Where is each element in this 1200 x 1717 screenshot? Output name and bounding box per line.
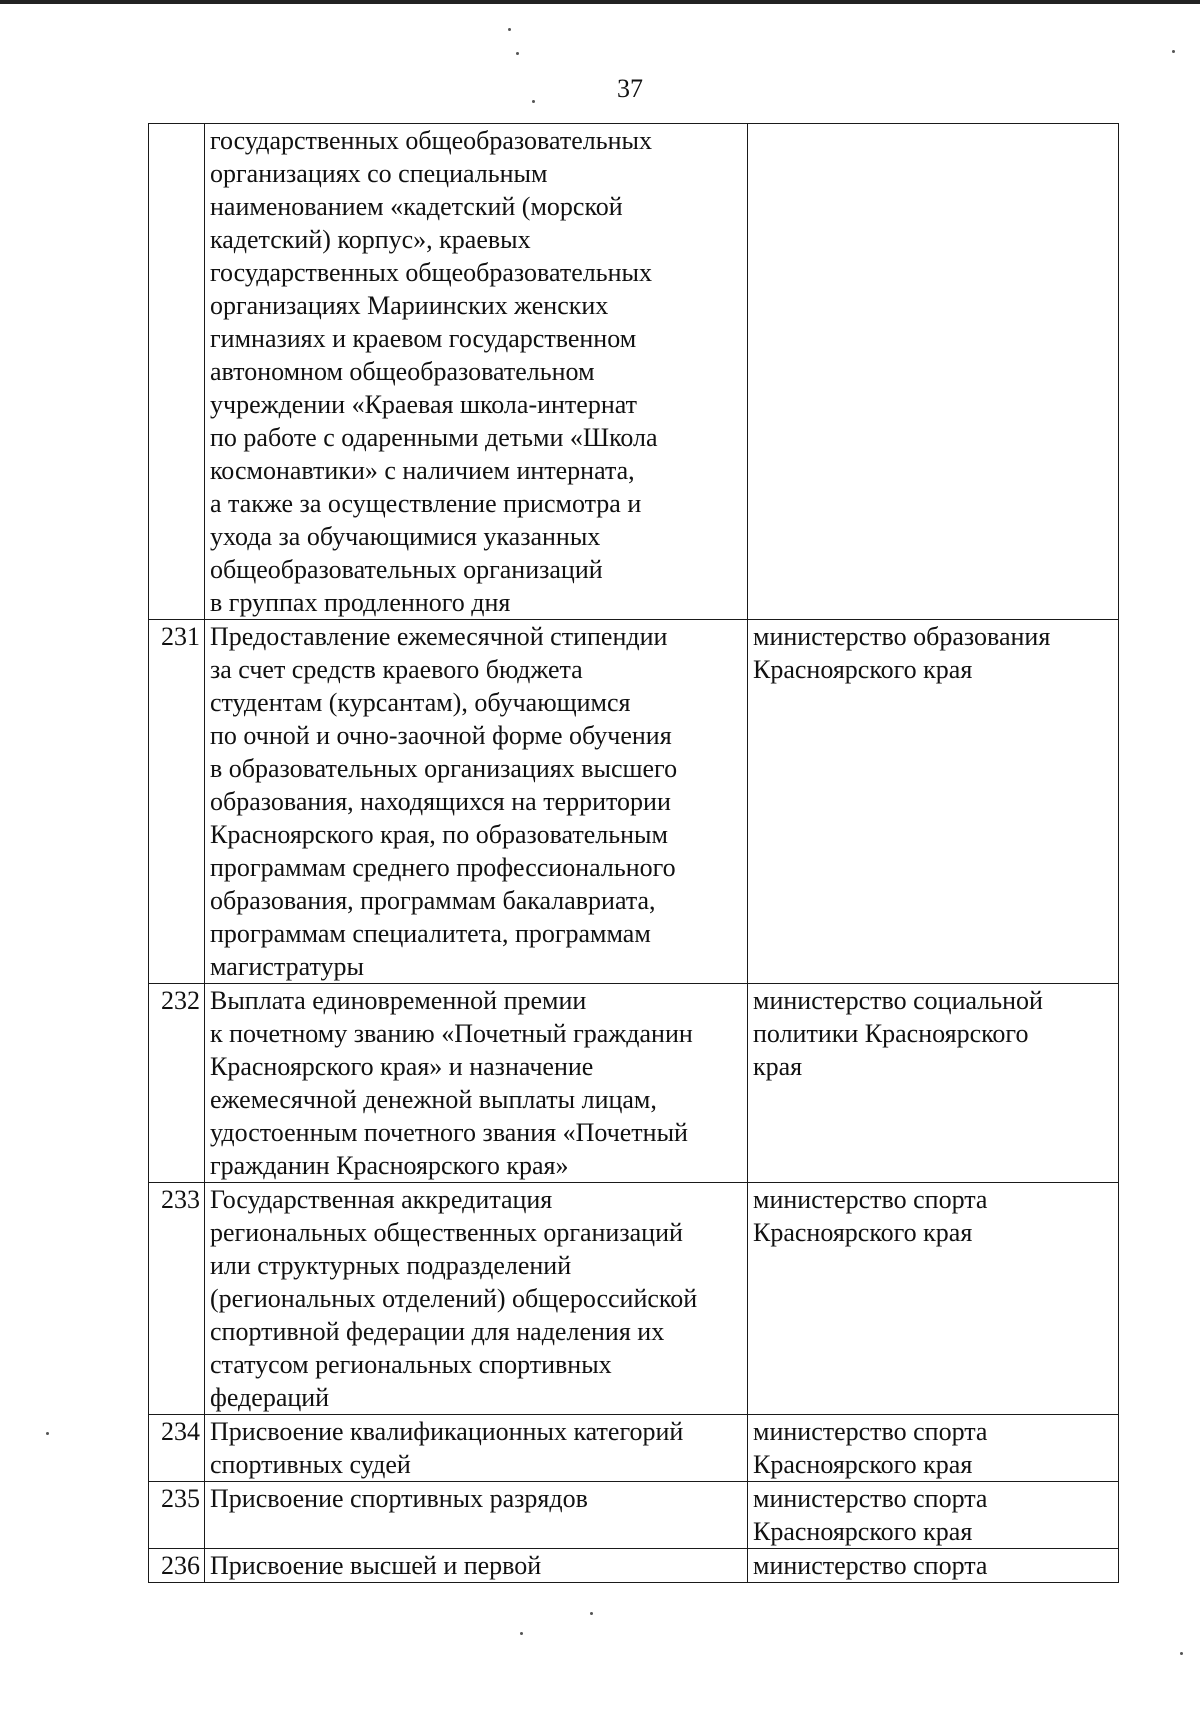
- responsible-authority: [748, 124, 1119, 620]
- scan-speck: [46, 1432, 49, 1435]
- service-description: Присвоение спортивных разрядов: [205, 1482, 748, 1549]
- responsible-authority: министерство спорта Красноярского края: [748, 1183, 1119, 1415]
- service-description: Присвоение высшей и первой: [205, 1549, 748, 1583]
- scan-speck: [1172, 50, 1175, 53]
- table-row: [149, 1482, 1119, 1549]
- row-number: 233: [149, 1183, 205, 1415]
- service-description: Выплата единовременной премии к почетному званию «Почетный гражданин Красноярского края» и назначение ежемесячной денежной выплаты лицам, удостоенным почетного звания «Почетный гражданин Красноярского края»: [205, 984, 748, 1183]
- scan-speck: [520, 1632, 523, 1635]
- service-description: государственных общеобразовательных организациях со специальным наименованием «кадетский (морской кадетский) корпус», краевых государственных общеобразовательных организациях Мариинских женских гимназиях и краевом государственном автономном общеобразовательном учреждении «Краевая школа-интернат по работе с одаренными детьми «Школа космонавтики» с наличием интерната, а также за осуществление присмотра и ухода за обучающимися указанных общеобразовательных организаций в группах продленного дня: [205, 124, 748, 620]
- page-number: 37: [617, 74, 643, 103]
- responsible-authority: министерство спорта Красноярского края: [748, 1415, 1119, 1482]
- row-number: 234: [149, 1415, 205, 1482]
- scan-top-border: [0, 0, 1200, 4]
- services-table: [148, 123, 1119, 1583]
- scan-speck: [532, 100, 535, 103]
- scan-speck: [516, 52, 519, 55]
- service-description: Государственная аккредитация региональных общественных организаций или структурных подразделений (региональных отделений) общероссийской спортивной федерации для наделения их статусом региональных спортивных федераций: [205, 1183, 748, 1415]
- row-number: [149, 124, 205, 620]
- row-number: 236: [149, 1549, 205, 1583]
- service-description: Предоставление ежемесячной стипендии за счет средств краевого бюджета студентам (курсантам), обучающимся по очной и очно-заочной форме обучения в образовательных организациях высшего образования, находящихся на территории Красноярского края, по образовательным программам среднего профессионального образования, программам бакалавриата, программам специалитета, программам магистратуры: [205, 620, 748, 984]
- service-description: Присвоение квалификационных категорий спортивных судей: [205, 1415, 748, 1482]
- responsible-authority: министерство спорта: [748, 1549, 1119, 1583]
- table-row: [149, 1183, 1119, 1415]
- scan-speck: [508, 28, 511, 31]
- table-row: [149, 1549, 1119, 1583]
- row-number: 231: [149, 620, 205, 984]
- responsible-authority: министерство спорта Красноярского края: [748, 1482, 1119, 1549]
- row-number: 232: [149, 984, 205, 1183]
- table-row: [149, 620, 1119, 984]
- responsible-authority: министерство образования Красноярского края: [748, 620, 1119, 984]
- responsible-authority: министерство социальной политики Красноярского края: [748, 984, 1119, 1183]
- table-row: [149, 124, 1119, 620]
- table-row: [149, 1415, 1119, 1482]
- scan-speck: [590, 1612, 593, 1615]
- scan-speck: [1180, 1652, 1183, 1655]
- row-number: 235: [149, 1482, 205, 1549]
- table-row: [149, 984, 1119, 1183]
